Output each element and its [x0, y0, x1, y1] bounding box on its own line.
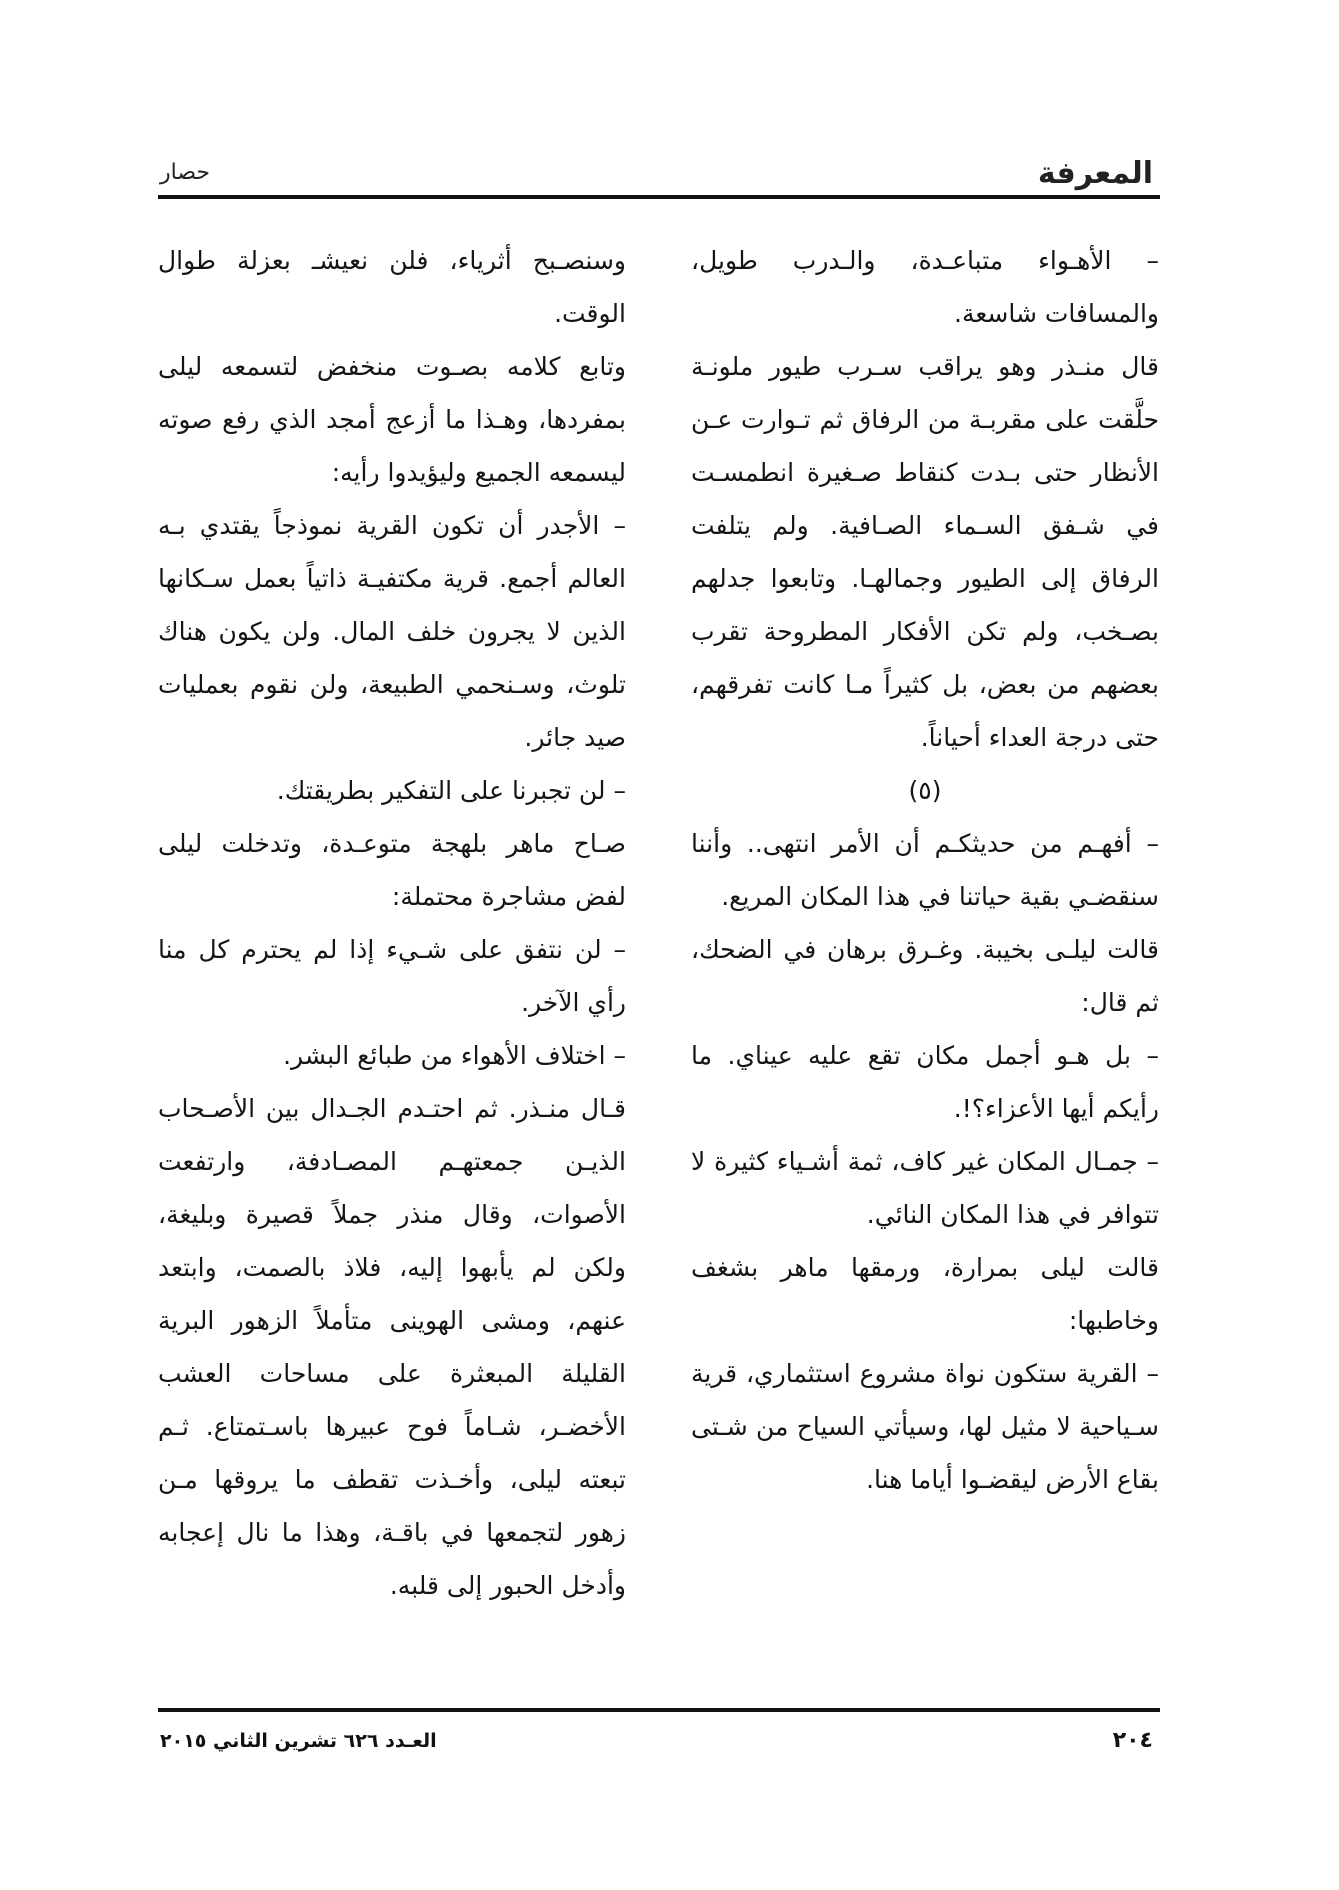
- magazine-logo: المعرفة: [1037, 156, 1153, 191]
- paragraph: – جمـال المكان غير كاف، ثمة أشـياء كثيرة لا تتوافر في هذا المكان النائي.: [691, 1147, 1159, 1229]
- paragraph: وتابع كلامه بصـوت منخفض لتسمعه ليلى بمفردها، وهـذا ما أزعج أمجد الذي رفع صوته ليسمعه الجميع وليؤيدوا رأيه:: [158, 352, 626, 487]
- paragraph: – أفهـم من حديثكـم أن الأمر انتهى.. وأننا سنقضـي بقية حياتنا في هذا المكان المريع.: [691, 829, 1159, 911]
- footer-rule: [158, 1708, 1160, 1712]
- article-title: حصار: [160, 160, 211, 185]
- section-number: (٥): [908, 776, 942, 805]
- paragraph: قالت ليلـى بخيبة. وغـرق برهان في الضحك، ثم قال:: [691, 935, 1159, 1017]
- page-number: ٢٠٤: [1112, 1728, 1153, 1753]
- paragraph: – الأهـواء متباعـدة، والـدرب طويل، والمسافات شاسعة.: [691, 246, 1159, 328]
- paragraph: قال منـذر وهو يراقب سـرب طيور ملونـة حلَّقت على مقربـة من الرفاق ثم تـوارت عـن الأنظار حتى بـدت كنقاط صـغيرة انطمسـت في شـفق السـماء الصـافية. ولم يتلفت الرفاق إلى الطيور وجمالهـا. وتابعوا جدلهم بصـخب، ولم تكن الأفكار المطروحة تقرب بعضهم من بعض، بل كثيراً مـا كانت تفرقهم، حتى درجة العداء أحياناً.: [691, 352, 1159, 752]
- paragraph: قالت ليلى بمرارة، ورمقها ماهر بشغف وخاطبها:: [691, 1253, 1159, 1335]
- paragraph: – لن نتفق على شـيء إذا لم يحترم كل منا رأي الآخر.: [158, 935, 626, 1017]
- paragraph: – اختلاف الأهواء من طبائع البشر.: [283, 1041, 626, 1070]
- paragraph: – بل هـو أجمل مكان تقع عليه عيناي. ما رأيكم أيها الأعزاء؟!.: [691, 1041, 1159, 1123]
- paragraph: – لن تجبرنا على التفكير بطريقتك.: [276, 776, 626, 805]
- left-text-column: [158, 234, 626, 1674]
- header-rule: [158, 195, 1160, 199]
- paragraph: وسنصـبح أثرياء، فلن نعيشـ بعزلة طوال الوقت.: [158, 246, 626, 328]
- paragraph: قـال منـذر. ثم احتـدم الجـدال بين الأصـحاب الذيـن جمعتهـم المصـادفة، وارتفعت الأصوات، وقال منذر جملاً قصيرة وبليغة، ولكن لم يأبهوا إليه، فلاذ بالصمت، وابتعد عنهم، ومشى الهوينى متأملاً الزهور البرية القليلة المبعثرة على مساحات العشب الأخضـر، شـاماً فوح عبيرها باسـتمتاع. ثـم تبعته ليلى، وأخـذت تقطف ما يروقها مـن زهور لتجمعها في باقـة، وهذا ما نال إعجابه وأدخل الحبور إلى قلبه.: [158, 1094, 626, 1600]
- issue-info: العـدد ٦٢٦ تشرين الثاني ٢٠١٥: [160, 1730, 437, 1752]
- paragraph: – القرية ستكون نواة مشروع استثماري، قرية سـياحية لا مثيل لها، وسيأتي السياح من شـتى بقاع الأرض ليقضـوا أياما هنا.: [691, 1359, 1159, 1494]
- paragraph: – الأجدر أن تكون القرية نموذجاً يقتدي بـه العالم أجمع. قرية مكتفيـة ذاتياً بعمل سـكانها الذين لا يجرون خلف المال. ولن يكون هناك تلوث، وسـنحمي الطبيعة، ولن نقوم بعمليات صيد جائر.: [158, 511, 626, 752]
- right-text-column: [691, 234, 1159, 1674]
- paragraph: صـاح ماهر بلهجة متوعـدة، وتدخلت ليلى لفض مشاجرة محتملة:: [158, 829, 626, 911]
